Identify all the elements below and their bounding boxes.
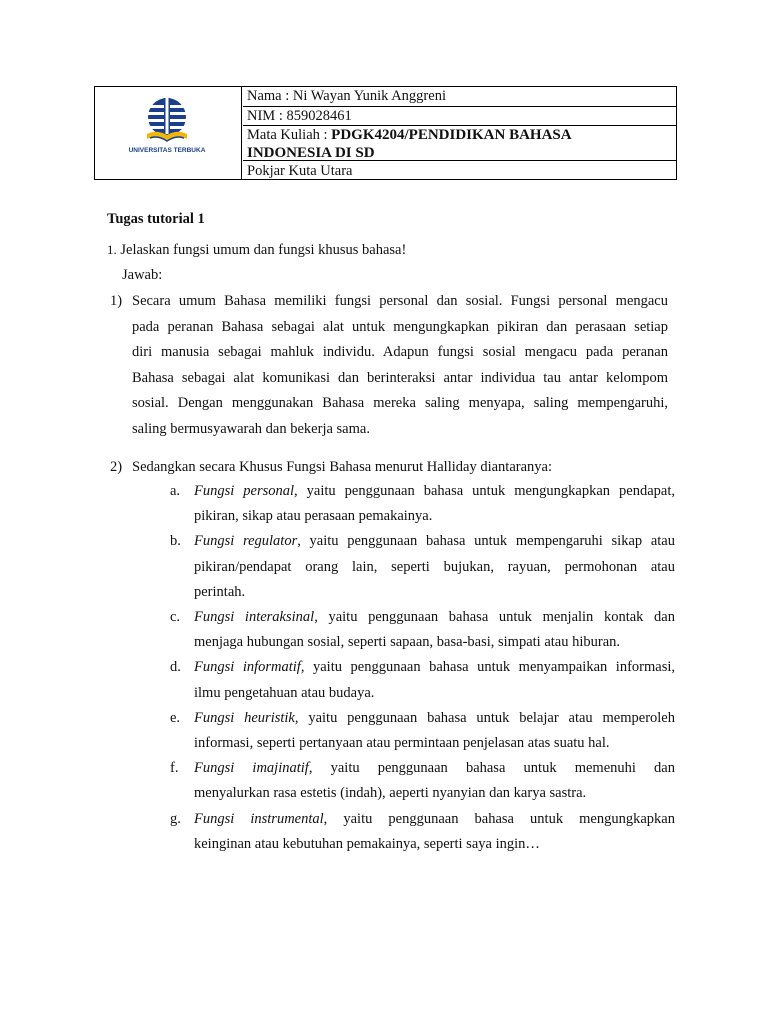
function-description: , yaitu penggunaan bahasa untuk menyampaikan informasi,: [300, 659, 675, 676]
function-term: Fungsi interaksinal: [194, 609, 315, 625]
function-term: Fungsi imajinatif: [194, 760, 309, 777]
function-description: , yaitu penggunaan bahasa untuk mengungkapkan: [323, 810, 675, 827]
list-item-continuation-line: informasi, seperti pertanyaan atau permintaan penjelasan atas suatu hal.: [194, 735, 610, 751]
list-item-first-line: [194, 608, 675, 626]
nama-text: Nama : Ni Wayan Yunik Anggreni: [247, 88, 446, 104]
answer1-line: pada peranan Bahasa sebagai alat untuk mengungkapkan pikiran dan perasaan setiap: [132, 318, 668, 335]
list-item-continuation-line: menjaga hubungan sosial, seperti sapaan, basa-basi, simpati atau hiburan.: [194, 634, 621, 651]
list-item-letter: c.: [170, 609, 181, 625]
list-item-letter: d.: [170, 659, 181, 676]
list-item-letter: b.: [170, 533, 181, 550]
list-item-first-line: [194, 759, 675, 777]
function-term: Fungsi regulator: [194, 533, 298, 550]
matkul-name-1: PDGK4204/PENDIDIKAN BAHASA: [331, 127, 572, 143]
answer1-line: saling bermusyawarah dan bekerja sama.: [132, 420, 370, 437]
list-item-letter: g.: [170, 810, 181, 827]
list-item-continuation-line: perintah.: [194, 583, 246, 600]
answer1-line: Secara umum Bahasa memiliki fungsi personal dan sosial. Fungsi personal mengacu: [132, 293, 668, 309]
pokjar-text: Pokjar Kuta Utara: [247, 163, 353, 179]
list-item-continuation-line: pikiran/pendapat orang lain, seperti bujukan, rayuan, permohonan atau: [194, 558, 675, 575]
answer2-number: 2): [110, 459, 123, 475]
pokjar-row: [243, 162, 676, 179]
list-item-continuation-line: keinginan atau kebutuhan pemakainya, seperti saya ingin…: [194, 835, 540, 852]
list-item-first-line: [194, 658, 675, 676]
answer1-number: 1): [110, 293, 123, 309]
list-item-first-line: [194, 532, 675, 550]
question: [107, 241, 406, 259]
list-item-letter: f.: [170, 760, 179, 777]
question-text: Jelaskan fungsi umum dan fungsi khusus bahasa!: [120, 242, 407, 258]
answer1-line: diri manusia sebagai mahluk individu. Adapun fungsi sosial mengacu pada peranan: [132, 344, 668, 360]
function-description: , yaitu penggunaan bahasa untuk mempengaruhi sikap atau: [297, 533, 675, 550]
function-description: , yaitu penggunaan bahasa untuk belajar atau memperoleh: [294, 709, 675, 726]
function-term: Fungsi informatif: [194, 659, 301, 676]
function-term: Fungsi personal: [194, 483, 295, 499]
document-title: Tugas tutorial 1: [107, 211, 205, 227]
jawab-label: Jawab:: [122, 267, 163, 283]
nim-text: NIM : 859028461: [247, 108, 352, 124]
matkul-name-2: INDONESIA DI SD: [247, 145, 375, 161]
list-item-first-line: [194, 482, 675, 500]
answer1-line: sosial. Dengan menggunakan Bahasa mereka saling menyapa, saling mempengaruhi,: [132, 395, 668, 411]
list-item-letter: a.: [170, 483, 181, 499]
nim-row: [243, 107, 676, 126]
logo-cell: [95, 87, 242, 179]
answer1-paragraph: [132, 292, 668, 445]
list-item-continuation-line: ilmu pengetahuan atau budaya.: [194, 684, 375, 701]
function-description: , yaitu penggunaan bahasa untuk mengungkapkan pendapat,: [294, 483, 675, 499]
universitas-terbuka-logo: [95, 87, 240, 179]
answer1-line: Bahasa sebagai alat komunikasi dan berinteraksi antar individua tau antar kelompom: [132, 369, 668, 386]
function-term: Fungsi heuristik: [194, 709, 295, 726]
matkul-row: [243, 126, 676, 161]
answer2-intro: Sedangkan secara Khusus Fungsi Bahasa menurut Halliday diantaranya:: [132, 459, 552, 475]
list-item-first-line: [194, 810, 675, 828]
list-item-first-line: [194, 709, 675, 727]
list-item-continuation-line: menyalurkan rasa estetis (indah), aeperti nyanyian dan karya sastra.: [194, 785, 587, 802]
matkul-prefix: Mata Kuliah :: [247, 127, 332, 143]
list-item-letter: e.: [170, 709, 181, 726]
function-description: , yaitu penggunaan bahasa untuk menjalin kontak dan: [314, 609, 675, 625]
function-term: Fungsi instrumental: [194, 810, 324, 827]
nama-row: [243, 87, 676, 107]
function-description: , yaitu penggunaan bahasa untuk memenuhi dan: [308, 760, 675, 777]
question-number: 1.: [107, 242, 117, 257]
list-item-continuation-line: pikiran, sikap atau perasaan pemakainya.: [194, 508, 433, 525]
logo-text: UNIVERSITAS TERBUKA: [128, 147, 206, 154]
header-table: [94, 86, 677, 180]
